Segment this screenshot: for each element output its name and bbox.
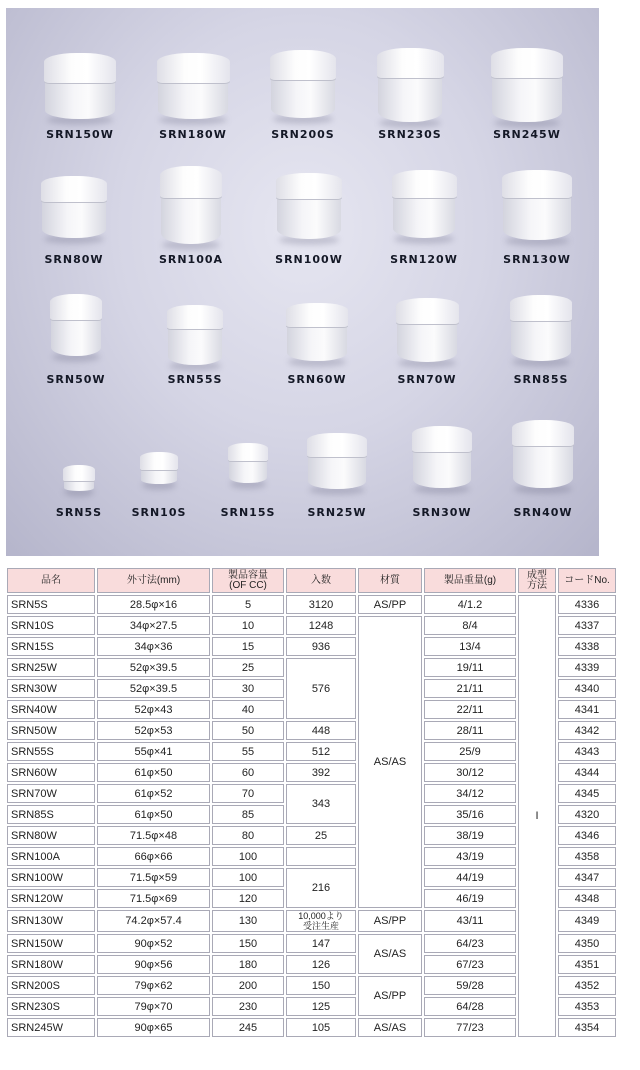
jar-lid [228,443,268,461]
cell-name: SRN230S [7,997,95,1016]
spec-table [5,566,618,1039]
header-name: 品名 [7,568,95,593]
jar-lid [167,305,223,329]
cell-code: 4320 [558,805,616,824]
product-label: SRN5S [55,506,103,519]
cell-code: 4339 [558,658,616,677]
jar-body [511,317,571,361]
product-jar [50,294,102,370]
product-jar [41,176,107,252]
product-label: SRN100W [275,253,343,266]
cell-quantity: 343 [286,784,356,824]
cell-capacity: 180 [212,955,284,974]
cell-capacity: 15 [212,637,284,656]
product-photo [6,8,599,556]
cell-weight: 77/23 [424,1018,516,1037]
cell-code: 4358 [558,847,616,866]
jar-lid [63,465,95,481]
cell-weight: 22/11 [424,700,516,719]
cell-weight: 46/19 [424,889,516,908]
cell-code: 4349 [558,910,616,932]
product-jar [63,465,95,505]
jar-lid [140,452,178,470]
product-label: SRN80W [44,253,104,266]
cell-code: 4341 [558,700,616,719]
product-jar [160,166,222,258]
cell-name: SRN130W [7,910,95,932]
cell-weight: 30/12 [424,763,516,782]
cell-name: SRN55S [7,742,95,761]
cell-capacity: 60 [212,763,284,782]
jar-body [271,76,334,118]
jar-lid [396,298,459,324]
product-label: SRN200S [271,128,335,141]
product-label: SRN15S [220,506,276,519]
cell-code: 4351 [558,955,616,974]
cell-capacity: 80 [212,826,284,845]
cell-material: AS/PP [358,595,422,614]
jar-lid [377,48,444,78]
cell-weight: 35/16 [424,805,516,824]
jar-lid [50,294,102,320]
product-jar [44,53,116,133]
cell-weight: 38/19 [424,826,516,845]
cell-code: 4348 [558,889,616,908]
jar-body [378,74,442,122]
jar-lid [307,433,367,457]
jar-body [161,194,221,244]
product-jar [491,48,563,136]
cell-name: SRN10S [7,616,95,635]
cell-quantity: 125 [286,997,356,1016]
cell-quantity: 1248 [286,616,356,635]
jar-body [492,74,561,122]
cell-dimensions: 52φ×43 [97,700,210,719]
cell-dimensions: 71.5φ×48 [97,826,210,845]
cell-quantity: 448 [286,721,356,740]
product-jar [270,50,336,132]
header-code: コードNo. [558,568,616,593]
jar-lid [491,48,563,78]
product-label: SRN10S [131,506,187,519]
jar-lid [502,170,572,198]
cell-quantity: 936 [286,637,356,656]
cell-material: AS/AS [358,1018,422,1037]
cell-name: SRN200S [7,976,95,995]
product-label: SRN150W [46,128,114,141]
product-jar [286,303,348,375]
cell-weight: 4/1.2 [424,595,516,614]
cell-quantity: 126 [286,955,356,974]
product-label: SRN55S [167,373,223,386]
jar-lid [412,426,472,452]
cell-code: 4346 [558,826,616,845]
product-label: SRN70W [397,373,457,386]
cell-capacity: 5 [212,595,284,614]
cell-code: 4340 [558,679,616,698]
cell-name: SRN15S [7,637,95,656]
product-jar [307,433,367,503]
jar-body [308,453,366,489]
cell-capacity: 70 [212,784,284,803]
product-label: SRN100A [158,253,224,266]
cell-name: SRN80W [7,826,95,845]
jar-body [397,320,457,362]
product-label: SRN25W [307,506,367,519]
jar-lid [392,170,457,198]
cell-weight: 34/12 [424,784,516,803]
cell-capacity: 25 [212,658,284,677]
cell-dimensions: 52φ×39.5 [97,658,210,677]
cell-quantity [286,910,356,932]
cell-capacity: 10 [212,616,284,635]
cell-name: SRN5S [7,595,95,614]
cell-code: 4342 [558,721,616,740]
product-jar [510,295,572,375]
jar-lid [41,176,107,202]
cell-weight: 43/19 [424,847,516,866]
product-label: SRN85S [513,373,569,386]
cell-dimensions: 34φ×36 [97,637,210,656]
jar-body [513,442,573,488]
order-note-line2: 受注生産 [302,921,339,931]
product-jar [157,53,230,133]
cell-quantity: 25 [286,826,356,845]
cell-dimensions: 66φ×66 [97,847,210,866]
cell-code: 4354 [558,1018,616,1037]
cell-dimensions: 28.5φ×16 [97,595,210,614]
header-capacity-line2: (OF CC) [229,579,267,591]
cell-capacity: 55 [212,742,284,761]
cell-code: 4338 [558,637,616,656]
cell-dimensions: 90φ×65 [97,1018,210,1037]
cell-quantity: 147 [286,934,356,953]
jar-body [277,195,340,239]
cell-dimensions: 52φ×39.5 [97,679,210,698]
product-jar [276,173,342,253]
product-jar [512,420,574,502]
cell-code: 4336 [558,595,616,614]
cell-code: 4353 [558,997,616,1016]
header-row [7,568,616,593]
product-label: SRN130W [503,253,571,266]
jar-body [393,194,455,238]
cell-weight: 21/11 [424,679,516,698]
product-label: SRN60W [287,373,347,386]
cell-quantity: 216 [286,868,356,908]
cell-name: SRN85S [7,805,95,824]
header-dimensions: 外寸法(mm) [97,568,210,593]
cell-dimensions: 90φ×56 [97,955,210,974]
jar-lid [157,53,230,83]
product-jar [412,426,472,502]
header-capacity-line1: 製品容量 [228,569,268,581]
cell-capacity: 245 [212,1018,284,1037]
cell-name: SRN60W [7,763,95,782]
cell-weight: 28/11 [424,721,516,740]
cell-material: AS/PP [358,976,422,1016]
cell-dimensions: 34φ×27.5 [97,616,210,635]
product-jar [396,298,459,376]
cell-capacity: 40 [212,700,284,719]
cell-weight: 44/19 [424,868,516,887]
product-jar [140,452,178,498]
jar-body [168,325,222,365]
cell-weight: 64/28 [424,997,516,1016]
product-label: SRN50W [46,373,106,386]
cell-dimensions: 61φ×50 [97,763,210,782]
cell-dimensions: 79φ×62 [97,976,210,995]
product-jar [392,170,457,252]
jar-lid [512,420,574,446]
cell-code: 4347 [558,868,616,887]
header-material: 材質 [358,568,422,593]
cell-dimensions: 52φ×53 [97,721,210,740]
cell-capacity: 100 [212,868,284,887]
product-label: SRN230S [378,128,442,141]
cell-quantity: 3120 [286,595,356,614]
cell-dimensions: 90φ×52 [97,934,210,953]
table-row [7,595,616,614]
cell-dimensions: 74.2φ×57.4 [97,910,210,932]
cell-material: AS/PP [358,910,422,932]
cell-material: AS/AS [358,616,422,908]
cell-dimensions: 61φ×52 [97,784,210,803]
header-weight: 製品重量(g) [424,568,516,593]
cell-capacity: 200 [212,976,284,995]
cell-code: 4337 [558,616,616,635]
header-capacity [212,568,284,593]
cell-weight: 67/23 [424,955,516,974]
cell-capacity: 50 [212,721,284,740]
cell-dimensions: 71.5φ×69 [97,889,210,908]
cell-code: 4344 [558,763,616,782]
jar-body [51,316,101,356]
jar-lid [510,295,572,321]
cell-molding: I [518,595,556,1037]
cell-quantity [286,847,356,866]
product-label: SRN30W [412,506,472,519]
header-molding-line2: 方法 [527,579,547,591]
cell-capacity: 130 [212,910,284,932]
product-jar [228,443,268,497]
product-label: SRN180W [159,128,227,141]
cell-name: SRN30W [7,679,95,698]
cell-quantity: 512 [286,742,356,761]
cell-weight: 25/9 [424,742,516,761]
cell-weight: 64/23 [424,934,516,953]
cell-dimensions: 55φ×41 [97,742,210,761]
cell-code: 4345 [558,784,616,803]
cell-capacity: 120 [212,889,284,908]
cell-material: AS/AS [358,934,422,974]
cell-name: SRN70W [7,784,95,803]
cell-dimensions: 71.5φ×59 [97,868,210,887]
cell-capacity: 100 [212,847,284,866]
cell-name: SRN50W [7,721,95,740]
cell-capacity: 150 [212,934,284,953]
cell-weight: 19/11 [424,658,516,677]
cell-quantity: 150 [286,976,356,995]
cell-capacity: 30 [212,679,284,698]
jar-body [45,79,114,119]
cell-code: 4350 [558,934,616,953]
product-jar [502,170,572,254]
cell-name: SRN25W [7,658,95,677]
cell-name: SRN100A [7,847,95,866]
cell-dimensions: 79φ×70 [97,997,210,1016]
order-note-line1: 10,000より [298,911,344,921]
cell-weight: 59/28 [424,976,516,995]
header-quantity: 入数 [286,568,356,593]
cell-weight: 13/4 [424,637,516,656]
cell-name: SRN40W [7,700,95,719]
jar-body [503,194,570,240]
product-jar [377,48,444,136]
header-molding [518,568,556,593]
product-label: SRN120W [390,253,458,266]
cell-name: SRN180W [7,955,95,974]
cell-name: SRN245W [7,1018,95,1037]
cell-weight: 43/11 [424,910,516,932]
jar-lid [286,303,348,327]
cell-quantity: 105 [286,1018,356,1037]
product-label: SRN40W [513,506,573,519]
cell-capacity: 230 [212,997,284,1016]
product-label: SRN245W [493,128,561,141]
spec-table-body [7,595,616,1037]
cell-code: 4343 [558,742,616,761]
cell-name: SRN120W [7,889,95,908]
jar-lid [160,166,222,198]
header-molding-line1: 成型 [527,569,547,581]
cell-weight: 8/4 [424,616,516,635]
cell-quantity: 392 [286,763,356,782]
jar-body [158,79,228,119]
jar-lid [270,50,336,80]
jar-lid [276,173,342,199]
cell-name: SRN100W [7,868,95,887]
cell-code: 4352 [558,976,616,995]
jar-body [413,448,471,488]
cell-name: SRN150W [7,934,95,953]
cell-capacity: 85 [212,805,284,824]
jar-body [42,198,105,238]
product-jar [167,305,223,379]
jar-body [287,323,347,361]
cell-dimensions: 61φ×50 [97,805,210,824]
cell-quantity: 576 [286,658,356,719]
jar-lid [44,53,116,83]
